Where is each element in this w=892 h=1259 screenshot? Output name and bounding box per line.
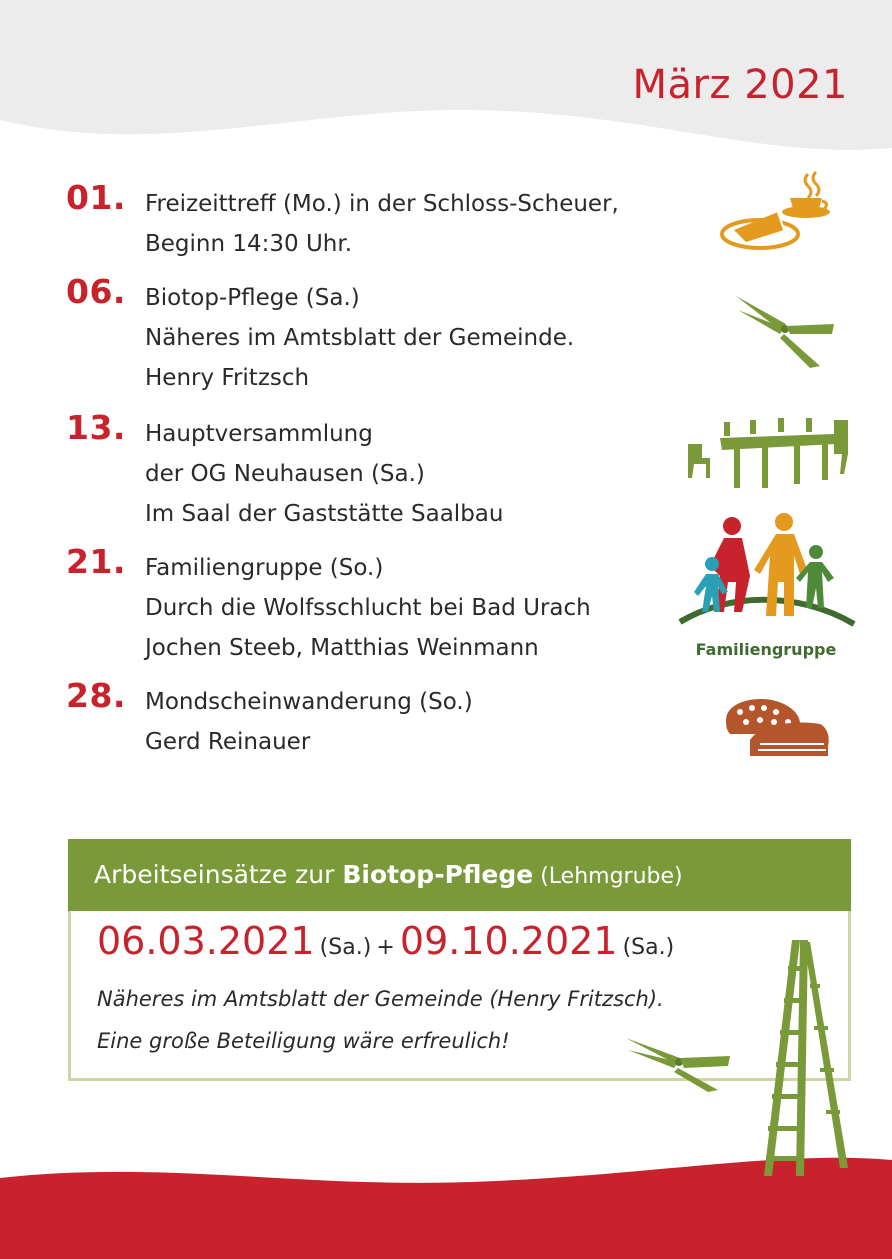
event-text [145,548,591,668]
pruning-shears-icon [730,290,838,370]
event-day: 01. [66,178,126,217]
ladder-icon [744,936,854,1178]
hiking-boots-icon [720,694,832,764]
event-day: 13. [66,408,126,447]
event-text [145,278,574,398]
family-group-logo [676,512,856,662]
event-text [145,682,473,762]
pruning-shears-icon [622,1030,734,1094]
family-group-logo-text: Familiengruppe [695,640,837,659]
work-note-line: Eine große Beteiligung wäre erfreulich! [97,1029,510,1053]
event-line: Beginn 14:30 Uhr. [145,231,353,257]
work-date-1: 06.03.2021 [97,919,315,963]
work-box-header [68,839,851,911]
event-line: Familiengruppe (So.) [145,555,384,581]
work-date-2: 09.10.2021 [399,919,618,963]
event-line: Henry Fritzsch [145,365,310,391]
work-note-line: Näheres im Amtsblatt der Gemeinde (Henry Fritzsch). [97,987,664,1011]
work-dates [97,919,674,963]
event-text [145,184,619,264]
work-dates-plus: + [376,935,395,960]
event-day: 28. [66,676,126,715]
event-day: 21. [66,542,126,581]
conference-table-icon [684,414,852,494]
event-line: der OG Neuhausen (Sa.) [145,461,425,487]
event-line: Hauptversammlung [145,421,373,447]
work-box-title-prefix: Arbeitseinsätze zur [94,860,343,889]
event-line: Biotop-Pflege (Sa.) [145,285,360,311]
event-line: Durch die Wolfsschlucht bei Bad Urach [145,595,591,621]
work-date-1-note: (Sa.) [319,935,372,960]
event-line: Näheres im Amtsblatt der Gemeinde. [145,325,575,351]
event-day: 06. [66,272,126,311]
event-line: Freizeittreff (Mo.) in der Schloss-Scheuer, [145,191,619,217]
event-line: Gerd Reinauer [145,729,311,755]
event-item [66,272,846,398]
work-date-2-note: (Sa.) [622,935,675,960]
event-line: Mondscheinwanderung (So.) [145,689,473,715]
work-box-title-bold: Biotop-Pflege [342,860,534,889]
family-figures-icon [676,512,856,630]
work-box-title-suffix: (Lehmgrube) [533,864,683,889]
event-text [145,414,503,534]
month-title: März 2021 [632,62,848,108]
event-line: Im Saal der Gaststätte Saalbau [145,501,504,527]
coffee-cake-icon [720,168,832,256]
event-line: Jochen Steeb, Matthias Weinmann [145,635,539,661]
